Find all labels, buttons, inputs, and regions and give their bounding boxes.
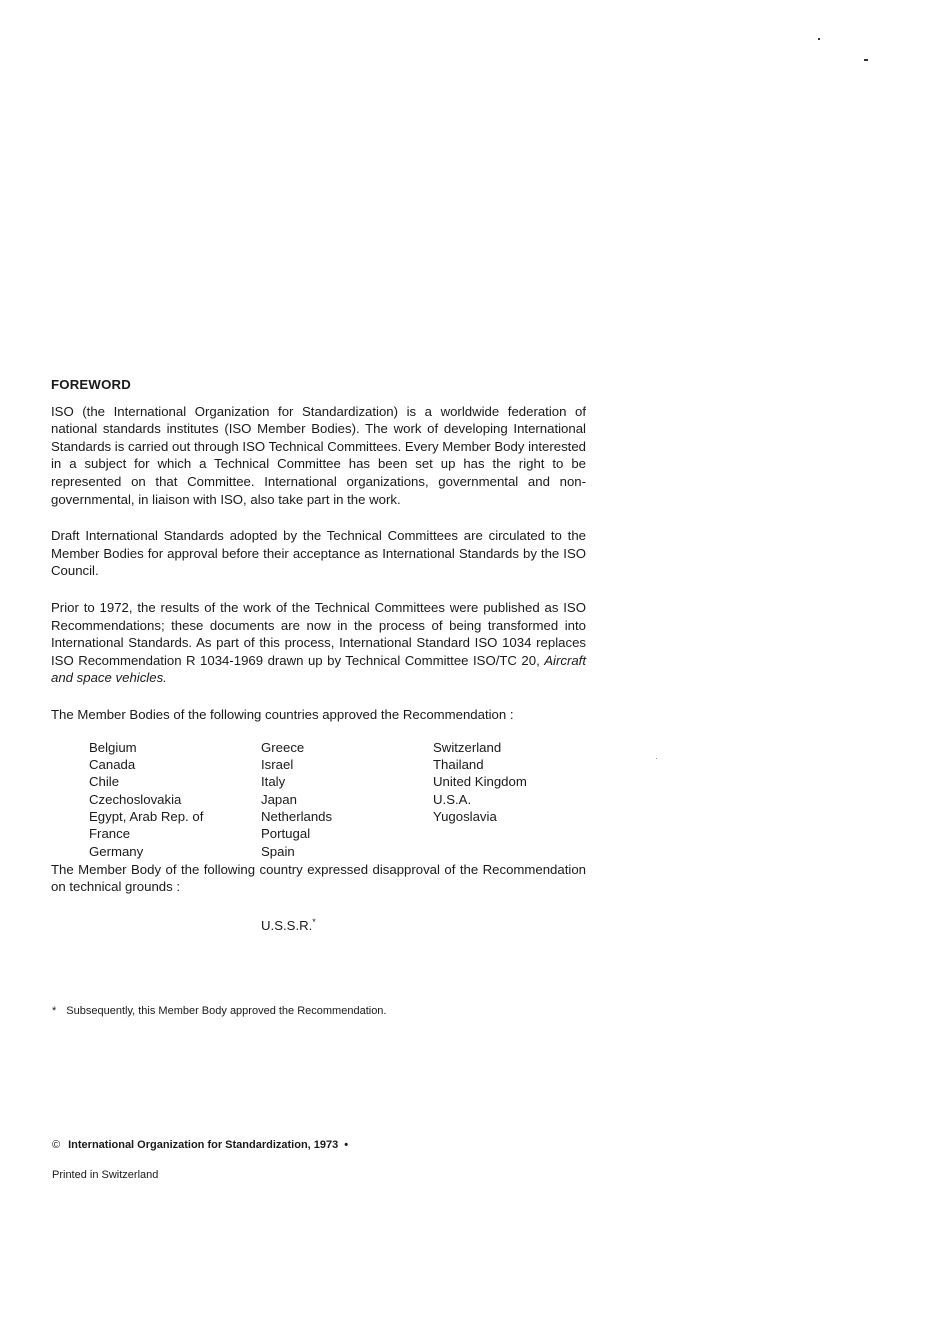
foreword-paragraph-1: ISO (the International Organization for Standardization) is a worldwide federation of national standards institutes (ISO Member Bodies). The work of developing International Standards is carried out through ISO Technical Committees. Every Member Body interested in a subject for which a Technical Committee has been set up has the right to be represented on that Committee. International organizations, governmental and non-governmental, in liaison with ISO, also take part in the work.: [51, 403, 586, 507]
country-item: Greece: [261, 739, 305, 755]
foreword-paragraph-2: Draft International Standards adopted by the Technical Committees are circulated to the Member Bodies for approval before their acceptance as International Standards by the ISO Council.: [51, 528, 586, 579]
country-item: Italy: [261, 774, 286, 790]
printed-in-line: Printed in Switzerland: [52, 1169, 159, 1181]
disapproving-country: [51, 914, 586, 935]
country-item: Canada: [89, 756, 136, 772]
copyright-icon: ©: [52, 1139, 61, 1151]
country-item: Switzerland: [433, 739, 502, 755]
country-item: United Kingdom: [433, 774, 527, 790]
country-item: France: [89, 826, 131, 842]
countries-column-1: [89, 739, 203, 861]
countries-column-2: [261, 739, 332, 861]
foreword-paragraph-3-text: Prior to 1972, the results of the work of the Technical Committees were published as ISO Recommendations; these documents are now in the process of being transformed into International Standards. As part of this process, International Standard ISO 1034 replaces ISO Recommendation R 1034-1969 drawn up by Technical Committee ISO/TC 20,: [51, 599, 586, 668]
approving-countries-list: [51, 739, 586, 861]
foreword-paragraph-4: The Member Bodies of the following countries approved the Recommendation :: [51, 706, 514, 722]
country-item: Japan: [261, 791, 297, 807]
disapproving-country-name: U.S.S.R.: [261, 917, 313, 933]
bullet-icon: •: [344, 1139, 349, 1151]
country-item: Czechoslovakia: [89, 791, 182, 807]
country-item: U.S.A.: [433, 791, 472, 807]
committee-title: Aircraft and space vehicles.: [51, 652, 586, 686]
scan-speck: [656, 758, 657, 759]
footnote-text: Subsequently, this Member Body approved the Recommendation.: [66, 1005, 387, 1017]
copyright-line: [52, 1139, 348, 1151]
country-item: Netherlands: [261, 809, 333, 825]
country-item: Portugal: [261, 826, 311, 842]
footnote-marker: *: [312, 916, 316, 927]
scan-speck: [864, 59, 868, 61]
foreword-heading: FOREWORD: [51, 377, 131, 392]
country-item: Belgium: [89, 739, 137, 755]
copyright-text: International Organization for Standardization, 1973: [68, 1139, 339, 1151]
footnote-mark: *: [52, 1005, 57, 1017]
country-item: Chile: [89, 774, 120, 790]
country-item: Germany: [89, 843, 144, 859]
country-item: Egypt, Arab Rep. of: [89, 809, 204, 825]
country-item: Thailand: [433, 756, 484, 772]
countries-column-3: [433, 739, 527, 826]
foreword-paragraph-3: [51, 599, 586, 687]
foreword-section: [51, 376, 586, 934]
foreword-paragraph-5: The Member Body of the following country expressed disapproval of the Recommendation on technical grounds :: [51, 861, 586, 895]
footnote: [52, 1005, 386, 1017]
country-item: Yugoslavia: [433, 809, 497, 825]
country-item: Spain: [261, 843, 295, 859]
scan-speck: [818, 38, 820, 40]
country-item: Israel: [261, 756, 294, 772]
